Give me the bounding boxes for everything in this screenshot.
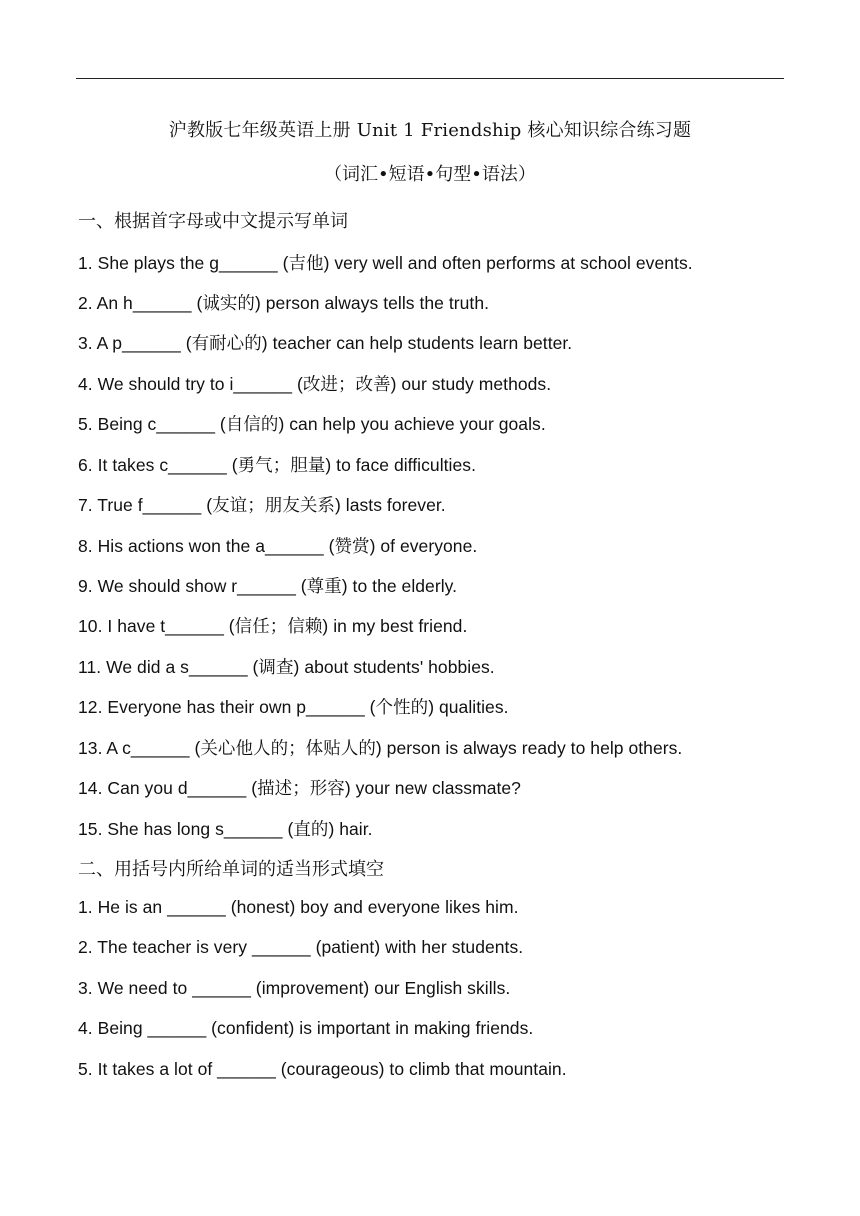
section-heading-2: 二、用括号内所给单词的适当形式填空 (78, 859, 384, 880)
section-heading-1: 一、根据首字母或中文提示写单词 (78, 211, 348, 232)
page-subtitle: （词汇•短语•句型•语法） (324, 164, 536, 185)
exercise-item: 13. A c______ (关心他人的；体贴人的) person is always ready to help others. (78, 738, 683, 758)
header-rule (76, 78, 784, 79)
exercise-item: 10. I have t______ (信任；信赖) in my best friend. (78, 616, 468, 636)
exercise-item: 5. Being c______ (自信的) can help you achieve your goals. (78, 414, 546, 434)
exercise-item: 5. It takes a lot of ______ (courageous) to climb that mountain. (78, 1059, 567, 1079)
exercise-item: 14. Can you d______ (描述；形容) your new classmate? (78, 778, 521, 798)
exercise-item: 1. He is an ______ (honest) boy and everyone likes him. (78, 897, 519, 917)
exercise-item: 8. His actions won the a______ (赞赏) of everyone. (78, 536, 478, 556)
exercise-item: 12. Everyone has their own p______ (个性的) qualities. (78, 697, 509, 717)
exercise-item: 2. An h______ (诚实的) person always tells the truth. (78, 293, 490, 313)
exercise-item: 4. Being ______ (confident) is important in making friends. (78, 1018, 534, 1038)
exercise-item: 4. We should try to i______ (改进；改善) our study methods. (78, 374, 552, 394)
exercise-item: 7. True f______ (友谊；朋友关系) lasts forever. (78, 495, 446, 515)
exercise-item: 3. A p______ (有耐心的) teacher can help students learn better. (78, 333, 573, 353)
exercise-item: 3. We need to ______ (improvement) our English skills. (78, 978, 511, 998)
exercise-item: 2. The teacher is very ______ (patient) with her students. (78, 937, 524, 957)
exercise-item: 6. It takes c______ (勇气；胆量) to face difficulties. (78, 455, 476, 475)
page-title: 沪教版七年级英语上册 Unit 1 Friendship 核心知识综合练习题 (168, 120, 692, 141)
exercise-item: 11. We did a s______ (调查) about students' hobbies. (78, 657, 495, 677)
exercise-item: 9. We should show r______ (尊重) to the elderly. (78, 576, 458, 596)
exercise-item: 1. She plays the g______ (吉他) very well and often performs at school events. (78, 253, 693, 273)
exercise-item: 15. She has long s______ (直的) hair. (78, 819, 373, 839)
